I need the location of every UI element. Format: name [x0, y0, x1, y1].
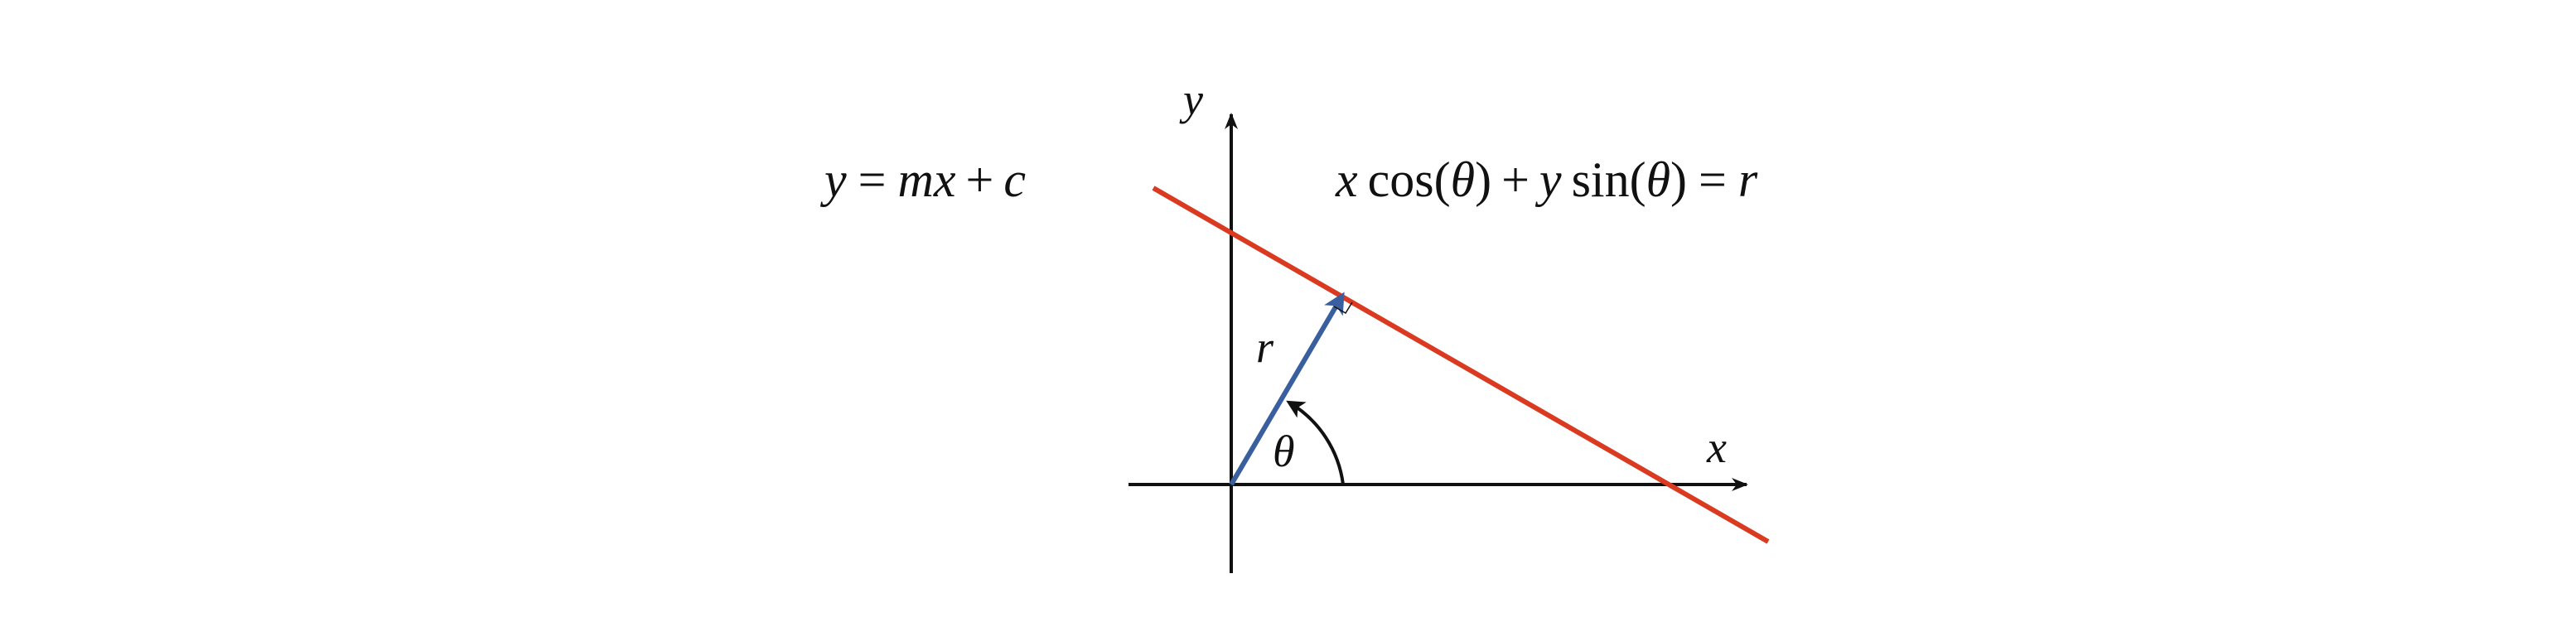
red-line — [1153, 188, 1768, 542]
eq2-equals: = — [1699, 152, 1727, 207]
eq1-m: m — [897, 152, 934, 207]
eq2-r: r — [1737, 152, 1758, 207]
radius-label: r — [1256, 322, 1274, 372]
eq2-theta1: θ — [1450, 152, 1476, 207]
eq2-sin: sin( — [1571, 152, 1646, 207]
eq2-y: y — [1539, 152, 1562, 207]
eq2-close2: ) — [1670, 152, 1688, 207]
eq2-plus: + — [1501, 152, 1530, 207]
eq2-close1: ) — [1475, 152, 1492, 207]
y-axis-label: y — [1183, 75, 1203, 124]
eq2-cos: cos( — [1367, 152, 1451, 207]
eq1-y: y — [824, 152, 847, 207]
x-axis-label: x — [1707, 422, 1727, 472]
eq1-x: x — [933, 152, 956, 207]
eq2-theta2: θ — [1646, 152, 1671, 207]
slope-intercept-equation — [819, 152, 1026, 207]
eq1-equals: = — [858, 152, 887, 207]
angle-arc — [1289, 403, 1343, 485]
angle-label: θ — [1273, 427, 1295, 476]
eq1-plus: + — [965, 152, 994, 207]
eq1-c: c — [1003, 152, 1026, 207]
eq2-x: x — [1336, 152, 1358, 207]
normal-form-equation — [1335, 152, 1758, 207]
